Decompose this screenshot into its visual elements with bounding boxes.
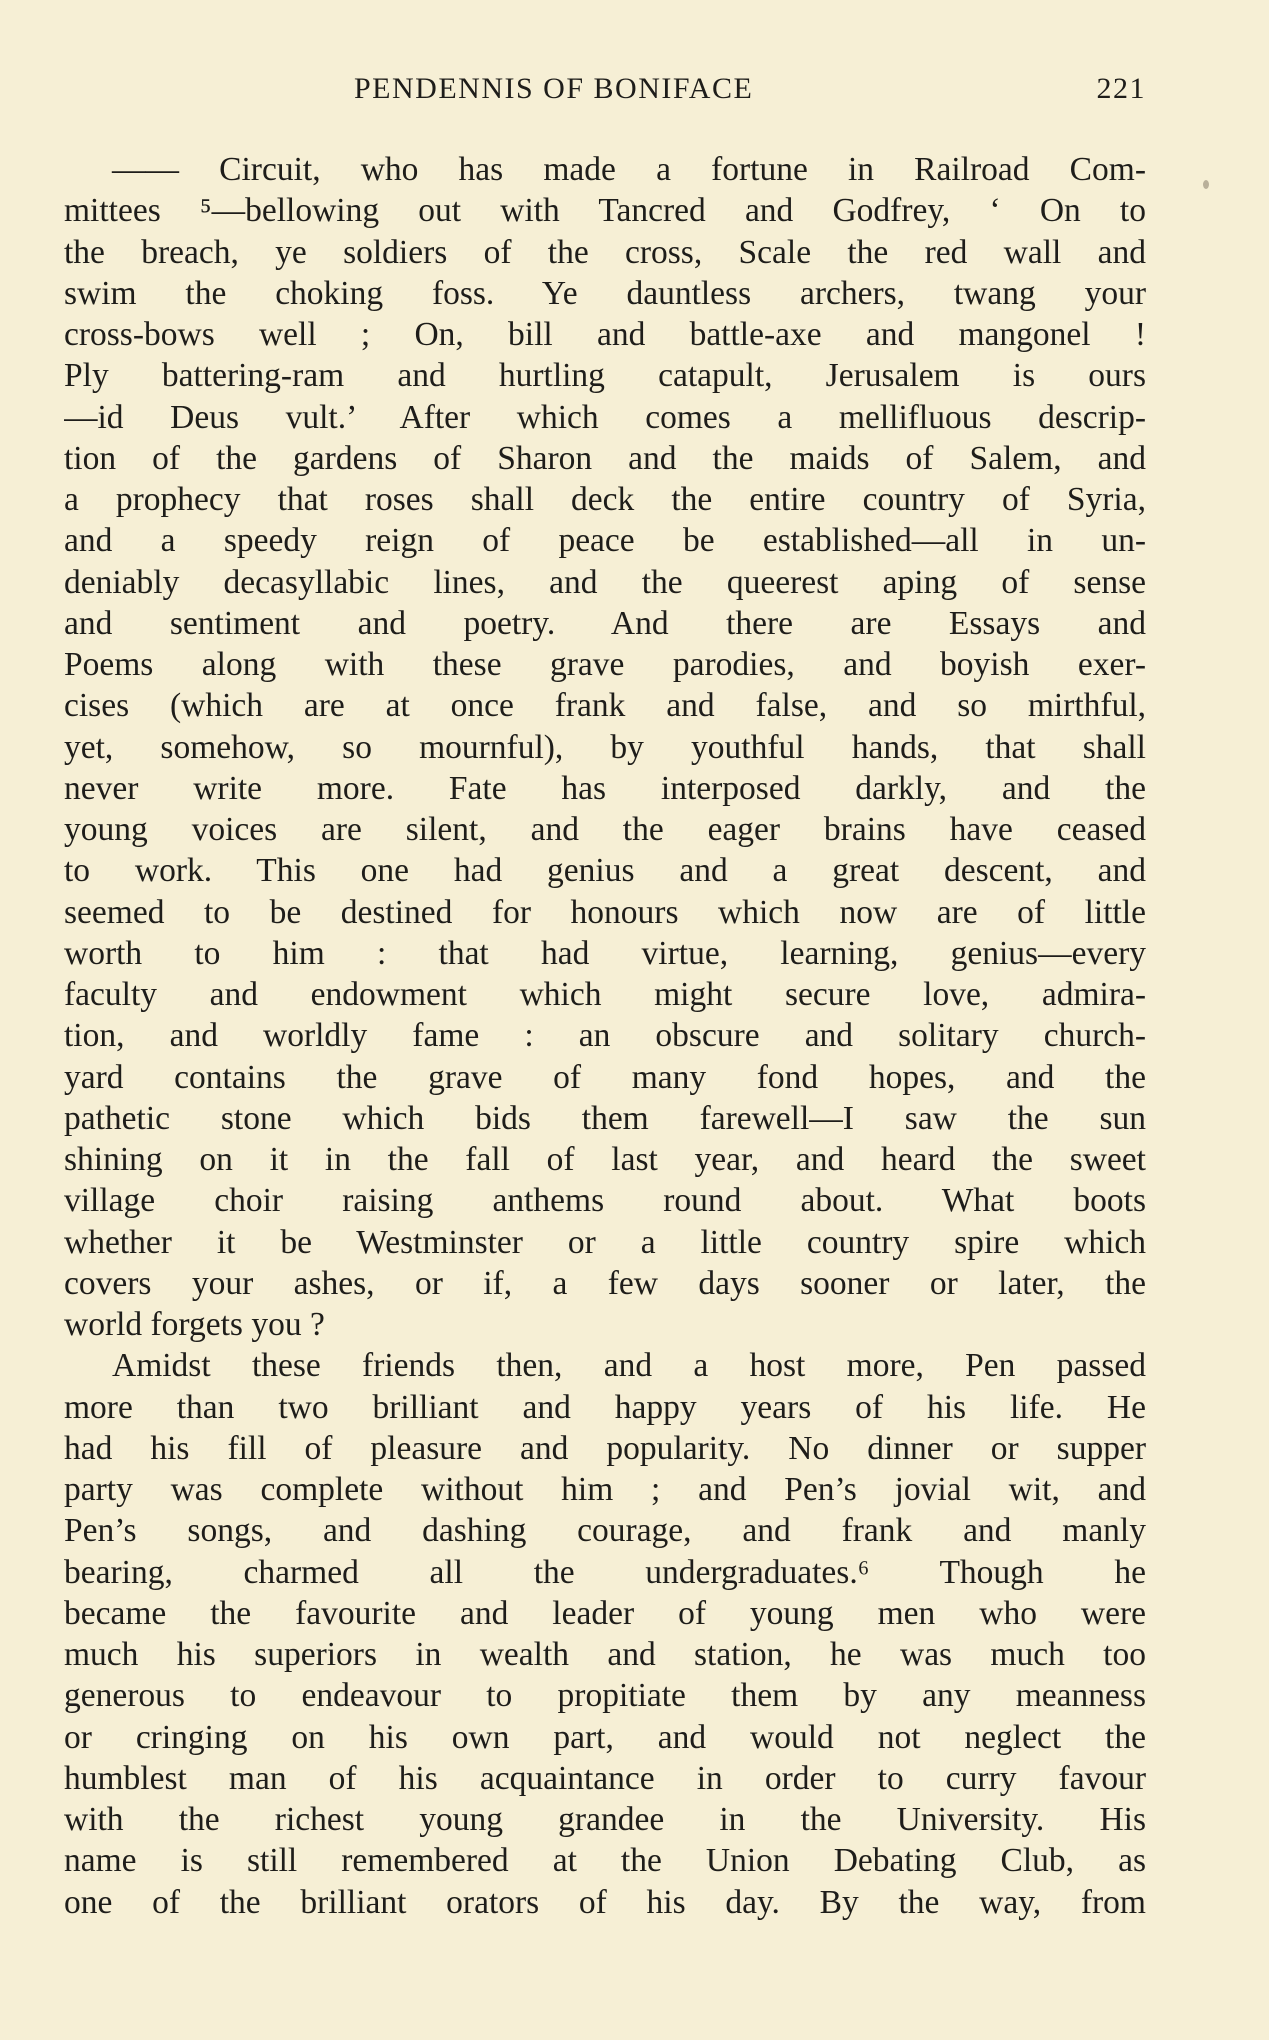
text-line: tion of the gardens of Sharon and the maids of Salem, and (64, 439, 1146, 477)
text-line: worth to him : that had virtue, learning, genius—every (64, 934, 1146, 972)
text-line: with the richest young grandee in the University. His (64, 1801, 1146, 1838)
text-line: yard contains the grave of many fond hopes, and the (64, 1058, 1146, 1096)
text-line: mittees ⁵—bellowing out with Tancred and Godfrey, ‘ On to (64, 192, 1146, 230)
text-line: more than two brilliant and happy years of his life. He (64, 1388, 1146, 1426)
text-line: Ply battering-ram and hurtling catapult, Jerusalem is ours (64, 357, 1146, 395)
text-line: or cringing on his own part, and would not neglect the (64, 1718, 1146, 1756)
text-line: and sentiment and poetry. And there are Essays and (64, 604, 1146, 642)
text-line: tion, and worldly fame : an obscure and solitary church- (64, 1017, 1146, 1055)
text-line: to work. This one had genius and a great descent, and (64, 852, 1146, 890)
text-line: never write more. Fate has interposed darkly, and the (64, 769, 1146, 807)
text-line: seemed to be destined for honours which now are of little (64, 893, 1146, 931)
running-head (64, 72, 1146, 116)
body-text (64, 149, 1146, 1923)
text-line: Poems along with these grave parodies, and boyish exer- (64, 646, 1146, 683)
text-line: cises (which are at once frank and false, and so mirthful, (64, 687, 1146, 725)
text-line: much his superiors in wealth and station, he was much too (64, 1636, 1146, 1673)
text-line: whether it be Westminster or a little country spire which (64, 1223, 1146, 1261)
text-line: village choir raising anthems round about. What boots (64, 1182, 1146, 1220)
text-line: one of the brilliant orators of his day. By the way, from (64, 1883, 1146, 1921)
text-line: shining on it in the fall of last year, and heard the sweet (64, 1141, 1146, 1178)
text-line: covers your ashes, or if, a few days sooner or later, the (64, 1264, 1146, 1302)
text-line: the breach, ye soldiers of the cross, Scale the red wall and (64, 233, 1146, 271)
text-line: —— Circuit, who has made a fortune in Railroad Com- (112, 151, 1146, 188)
text-line: humblest man of his acquaintance in order to curry favour (64, 1759, 1146, 1797)
text-line: had his fill of pleasure and popularity. No dinner or supper (64, 1429, 1146, 1467)
text-line: deniably decasyllabic lines, and the queerest aping of sense (64, 563, 1146, 601)
text-line: pathetic stone which bids them farewell—I saw the sun (64, 1099, 1146, 1137)
text-line: faculty and endowment which might secure love, admira- (64, 976, 1146, 1013)
page-number: 221 (1096, 72, 1146, 105)
text-line: swim the choking foss. Ye dauntless archers, twang your (64, 274, 1146, 312)
text-line: cross-bows well ; On, bill and battle-axe and mangonel ! (64, 316, 1146, 353)
text-line: —id Deus vult.’ After which comes a mellifluous descrip- (64, 398, 1146, 436)
paper-speck (1203, 180, 1209, 189)
text-line: name is still remembered at the Union Debating Club, as (64, 1842, 1146, 1880)
text-line: young voices are silent, and the eager brains have ceased (64, 811, 1146, 848)
text-line: world forgets you ? (64, 1306, 325, 1343)
text-line: generous to endeavour to propitiate them by any meanness (64, 1677, 1146, 1715)
text-line: party was complete without him ; and Pen’s jovial wit, and (64, 1471, 1146, 1508)
text-line: and a speedy reign of peace be established—all in un- (64, 522, 1146, 560)
text-line: bearing, charmed all the undergraduates.⁶ Though he (64, 1553, 1146, 1591)
text-line: a prophecy that roses shall deck the entire country of Syria, (64, 481, 1146, 518)
text-line: yet, somehow, so mournful), by youthful hands, that shall (64, 728, 1146, 766)
text-line: Pen’s songs, and dashing courage, and frank and manly (64, 1512, 1146, 1550)
running-title: PENDENNIS OF BONIFACE (354, 72, 754, 105)
text-line: became the favourite and leader of young men who were (64, 1594, 1146, 1632)
text-line: Amidst these friends then, and a host more, Pen passed (112, 1347, 1146, 1385)
